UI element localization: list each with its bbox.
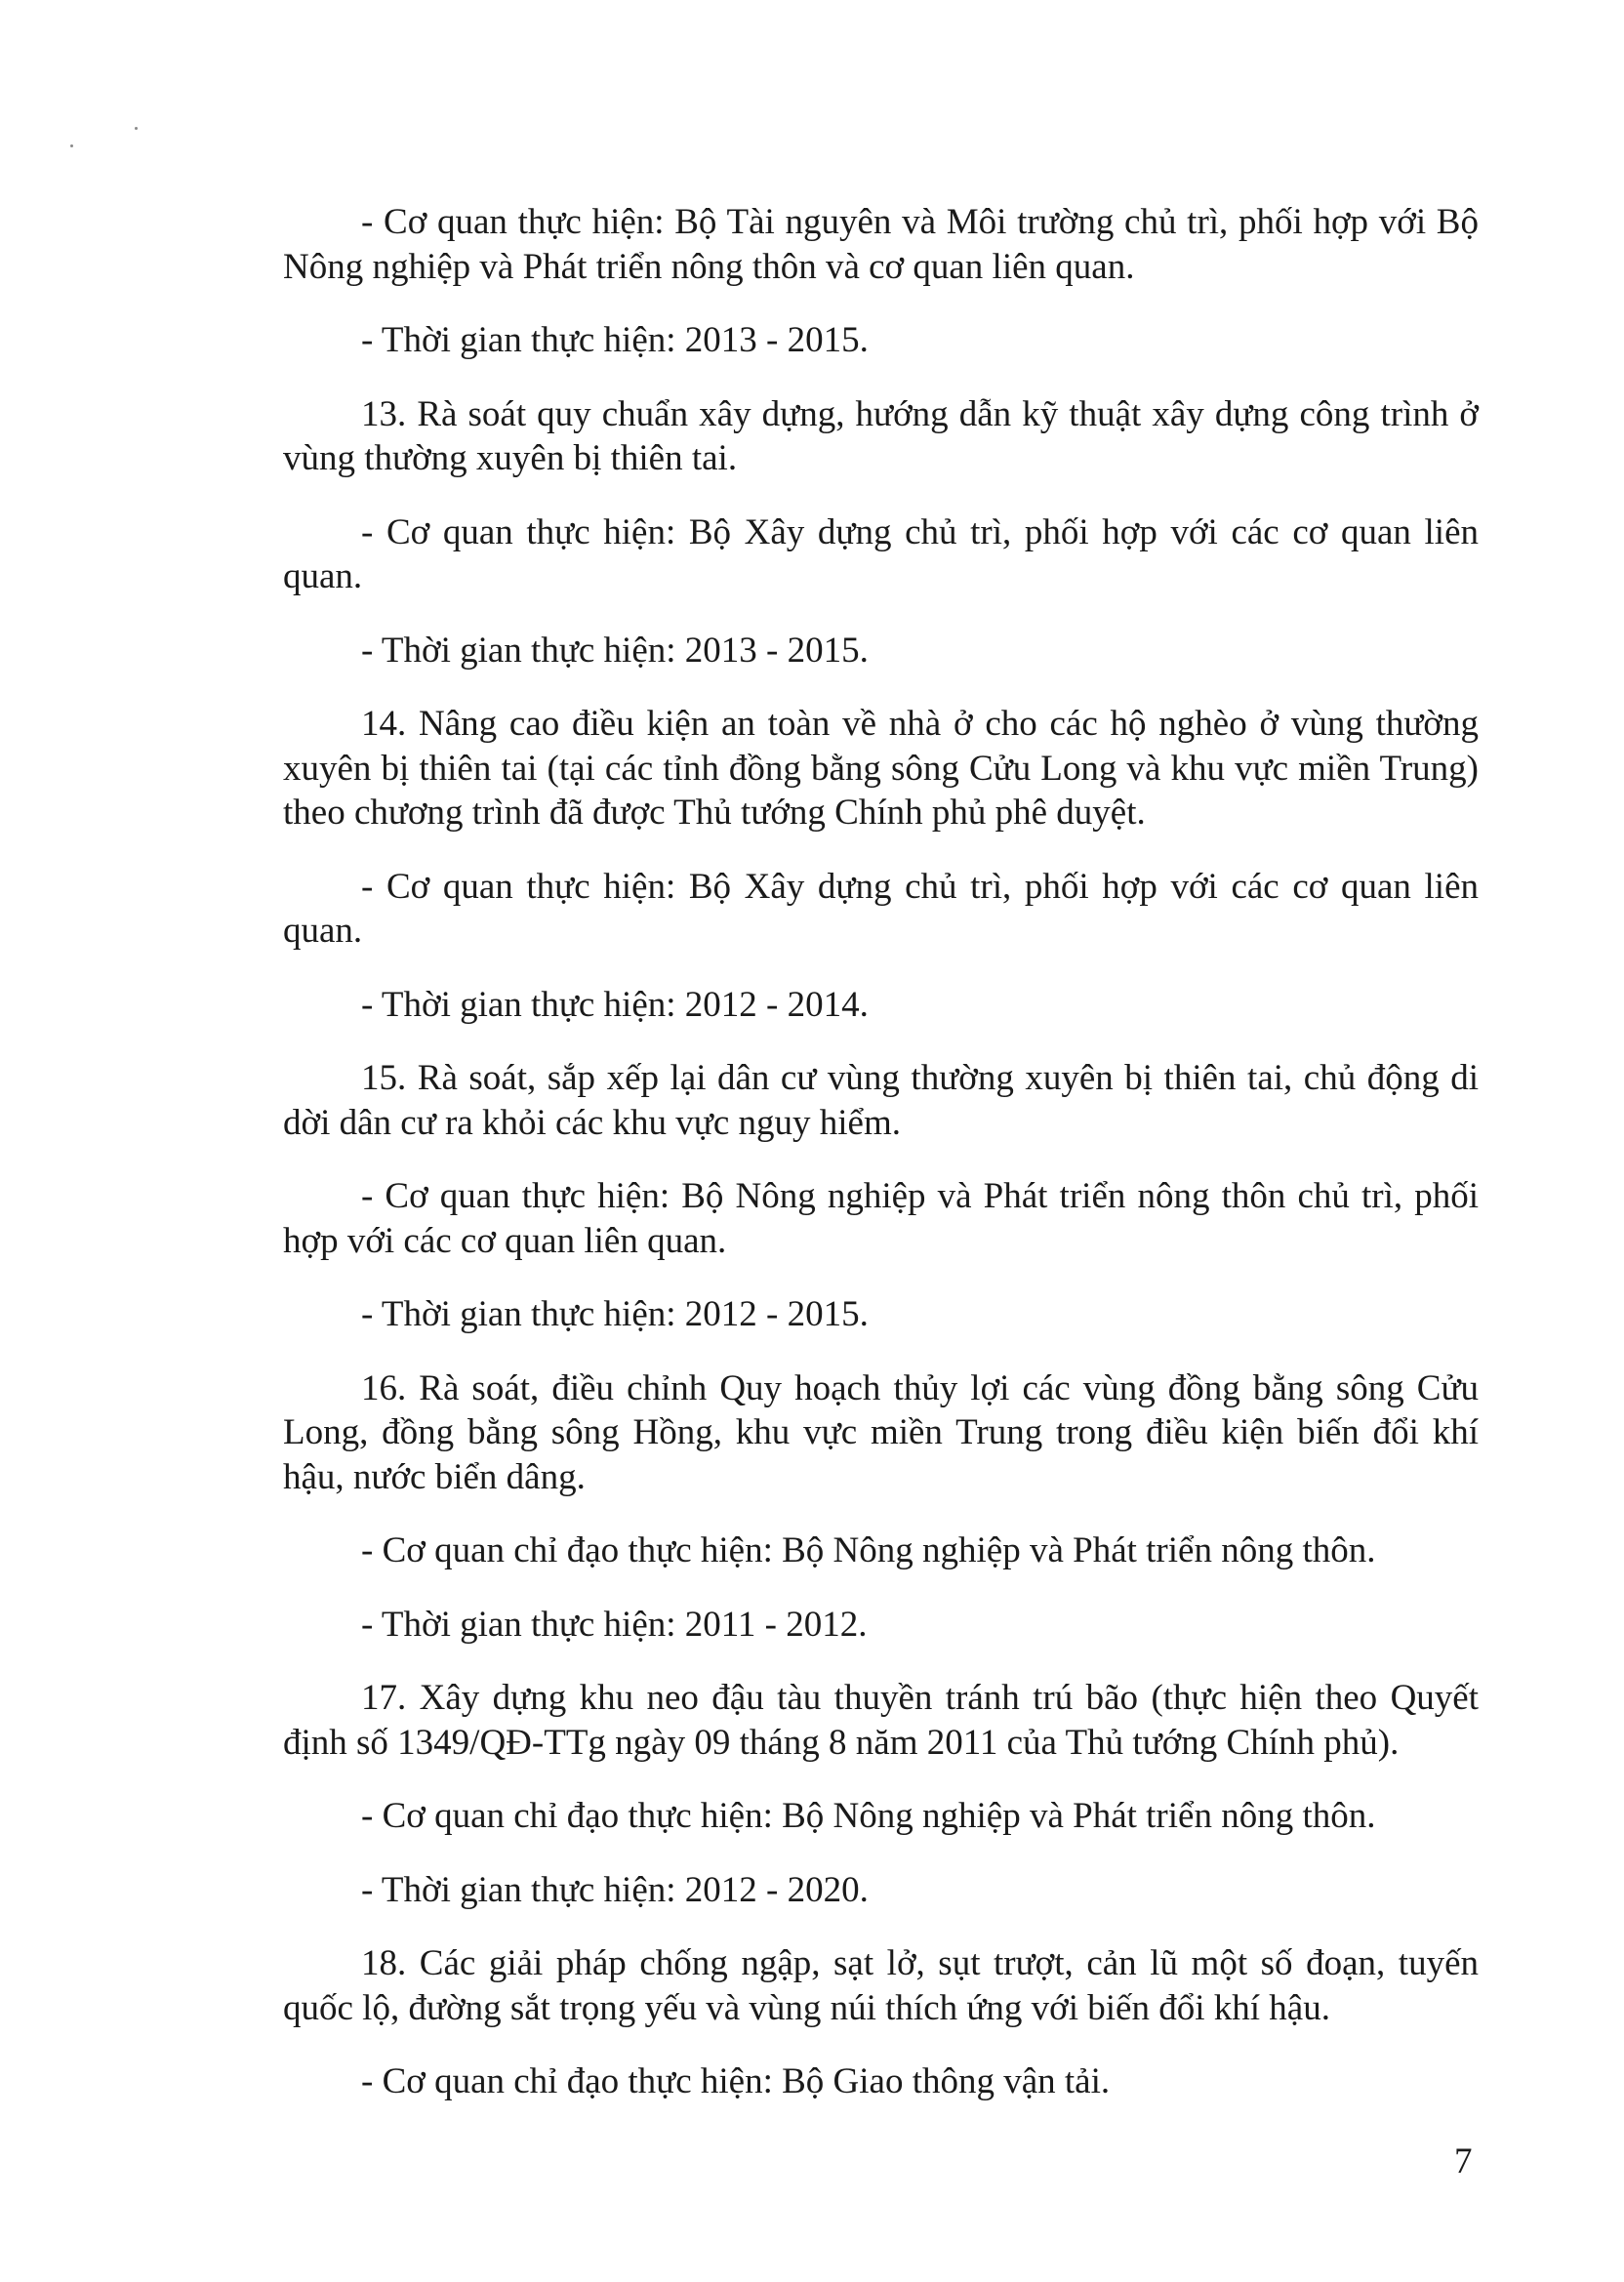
paragraph-item-14: 14. Nâng cao điều kiện an toàn về nhà ở cho các hộ nghèo ở vùng thường xuyên bị thiên tai (tại các tỉnh đồng bằng sông Cửu Long và khu vực miền Trung) theo chương trình đã được Thủ tướng Chính phủ phê duyệt. <box>283 704 1479 833</box>
paragraph-timeline-13: - Thời gian thực hiện: 2013 - 2015. <box>361 630 869 671</box>
paragraph-item-16: 16. Rà soát, điều chỉnh Quy hoạch thủy lợi các vùng đồng bằng sông Cửu Long, đồng bằng sông Hồng, khu vực miền Trung trong điều kiện biến đổi khí hậu, nước biển dâng. <box>283 1367 1479 1497</box>
paragraph-agency-1: - Cơ quan thực hiện: Bộ Tài nguyên và Môi trường chủ trì, phối hợp với Bộ Nông nghiệp và Phát triển nông thôn và cơ quan liên quan. <box>283 202 1479 287</box>
paragraph-timeline-16: - Thời gian thực hiện: 2011 - 2012. <box>361 1604 868 1645</box>
paragraph-item-15: 15. Rà soát, sắp xếp lại dân cư vùng thường xuyên bị thiên tai, chủ động di dời dân cư ra khỏi các khu vực nguy hiểm. <box>283 1058 1479 1143</box>
paragraph-timeline-17: - Thời gian thực hiện: 2012 - 2020. <box>361 1869 869 1910</box>
scan-speck <box>135 127 138 130</box>
paragraph-agency-13: - Cơ quan thực hiện: Bộ Xây dựng chủ trì, phối hợp với các cơ quan liên quan. <box>283 511 1479 596</box>
paragraph-agency-17: - Cơ quan chỉ đạo thực hiện: Bộ Nông nghiệp và Phát triển nông thôn. <box>361 1796 1376 1836</box>
paragraph-timeline-14: - Thời gian thực hiện: 2012 - 2014. <box>361 984 869 1025</box>
paragraph-agency-16: - Cơ quan chỉ đạo thực hiện: Bộ Nông nghiệp và Phát triển nông thôn. <box>361 1530 1376 1570</box>
scan-speck <box>70 144 73 147</box>
paragraph-timeline-1: - Thời gian thực hiện: 2013 - 2015. <box>361 320 869 360</box>
paragraph-agency-14: - Cơ quan thực hiện: Bộ Xây dựng chủ trì, phối hợp với các cơ quan liên quan. <box>283 866 1479 951</box>
paragraph-agency-18: - Cơ quan chỉ đạo thực hiện: Bộ Giao thông vận tải. <box>361 2061 1111 2101</box>
paragraph-timeline-15: - Thời gian thực hiện: 2012 - 2015. <box>361 1294 869 1334</box>
page-number: 7 <box>1454 2141 1473 2181</box>
document-body <box>283 200 1479 2134</box>
paragraph-item-13: 13. Rà soát quy chuẩn xây dựng, hướng dẫn kỹ thuật xây dựng công trình ở vùng thường xuyên bị thiên tai. <box>283 393 1479 478</box>
paragraph-item-18: 18. Các giải pháp chống ngập, sạt lở, sụt trượt, cản lũ một số đoạn, tuyến quốc lộ, đường sắt trọng yếu và vùng núi thích ứng với biến đổi khí hậu. <box>283 1943 1479 2028</box>
paragraph-item-17: 17. Xây dựng khu neo đậu tàu thuyền tránh trú bão (thực hiện theo Quyết định số 1349/QĐ-TTg ngày 09 tháng 8 năm 2011 của Thủ tướng Chính phủ). <box>283 1678 1479 1763</box>
paragraph-agency-15: - Cơ quan thực hiện: Bộ Nông nghiệp và Phát triển nông thôn chủ trì, phối hợp với các cơ quan liên quan. <box>283 1176 1479 1261</box>
